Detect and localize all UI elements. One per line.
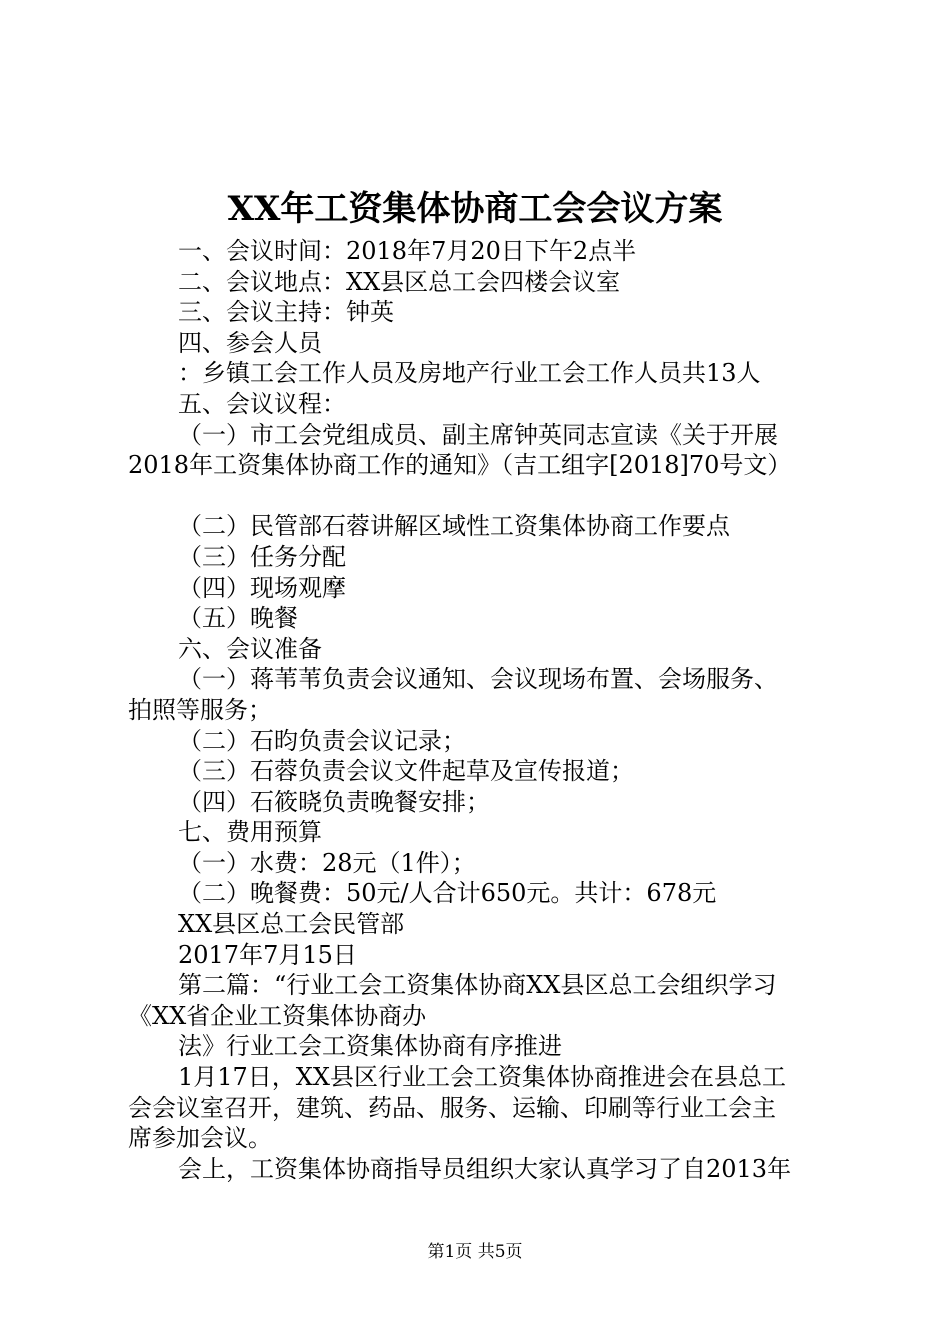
line-agenda-5: （五）晚餐 (178, 604, 298, 633)
line-prep-2: （二）石昀负责会议记录； (178, 726, 466, 755)
blank-line (128, 481, 834, 512)
line-agenda-heading: 五、会议议程： (178, 389, 346, 418)
line-meeting-host: 三、会议主持：钟英 (178, 298, 394, 327)
line-paragraph-1: 1月17日，XX县区行业工会工资集体协商推进会在县总工 (178, 1063, 786, 1092)
line-agenda-1: （一）市工会党组成员、副主席钟英同志宣读《关于开展 (178, 420, 778, 449)
line-agenda-3: （三）任务分配 (178, 542, 346, 571)
line-prep-heading: 六、会议准备 (178, 634, 322, 663)
line-prep-1: （一）蒋苇苇负责会议通知、会议现场布置、会场服务、 (178, 665, 778, 694)
document-title: XX年工资集体协商工会会议方案 (227, 189, 723, 229)
document-body (128, 236, 834, 1184)
page-number: 第1页 共5页 (427, 1242, 523, 1262)
line-budget-2: （二）晚餐费：50元/人合计650元。共计：678元 (178, 879, 717, 908)
line-signature-date: 2017年7月15日 (178, 940, 357, 969)
line-prep-1-cont: 拍照等服务； (128, 695, 272, 724)
line-budget-1: （一）水费：28元（1件）； (178, 848, 476, 877)
line-agenda-4: （四）现场观摩 (178, 573, 346, 602)
line-agenda-2: （二）民管部石蓉讲解区域性工资集体协商工作要点 (178, 512, 730, 541)
line-paragraph-1-cont: 会会议室召开，建筑、药品、服务、运输、印刷等行业工会主 (128, 1093, 776, 1122)
line-paragraph-1-end: 席参加会议。 (128, 1124, 272, 1153)
line-signature-org: XX县区总工会民管部 (178, 910, 405, 939)
line-part2-heading-cont: 《XX省企业工资集体协商办 (128, 1001, 427, 1030)
line-meeting-time: 一、会议时间：2018年7月20日下午2点半 (178, 237, 637, 265)
line-budget-heading: 七、费用预算 (178, 818, 322, 847)
line-prep-3: （三）石蓉负责会议文件起草及宣传报道； (178, 757, 634, 786)
line-part2-heading: 第二篇：“行业工会工资集体协商XX县区总工会组织学习 (178, 971, 777, 1000)
line-prep-4: （四）石筱晓负责晚餐安排； (178, 787, 490, 816)
line-paragraph-2: 会上，工资集体协商指导员组织大家认真学习了自2013年 (178, 1154, 792, 1183)
line-agenda-1-cont: 2018年工资集体协商工作的通知》（吉工组字[2018]70号文） (128, 451, 792, 480)
line-part2-heading-end: 法》行业工会工资集体协商有序推进 (178, 1032, 562, 1061)
line-attendees: ：乡镇工会工作人员及房地产行业工会工作人员共13人 (178, 359, 761, 388)
line-attendees-heading: 四、参会人员 (178, 328, 322, 357)
line-meeting-place: 二、会议地点：XX县区总工会四楼会议室 (178, 267, 621, 296)
